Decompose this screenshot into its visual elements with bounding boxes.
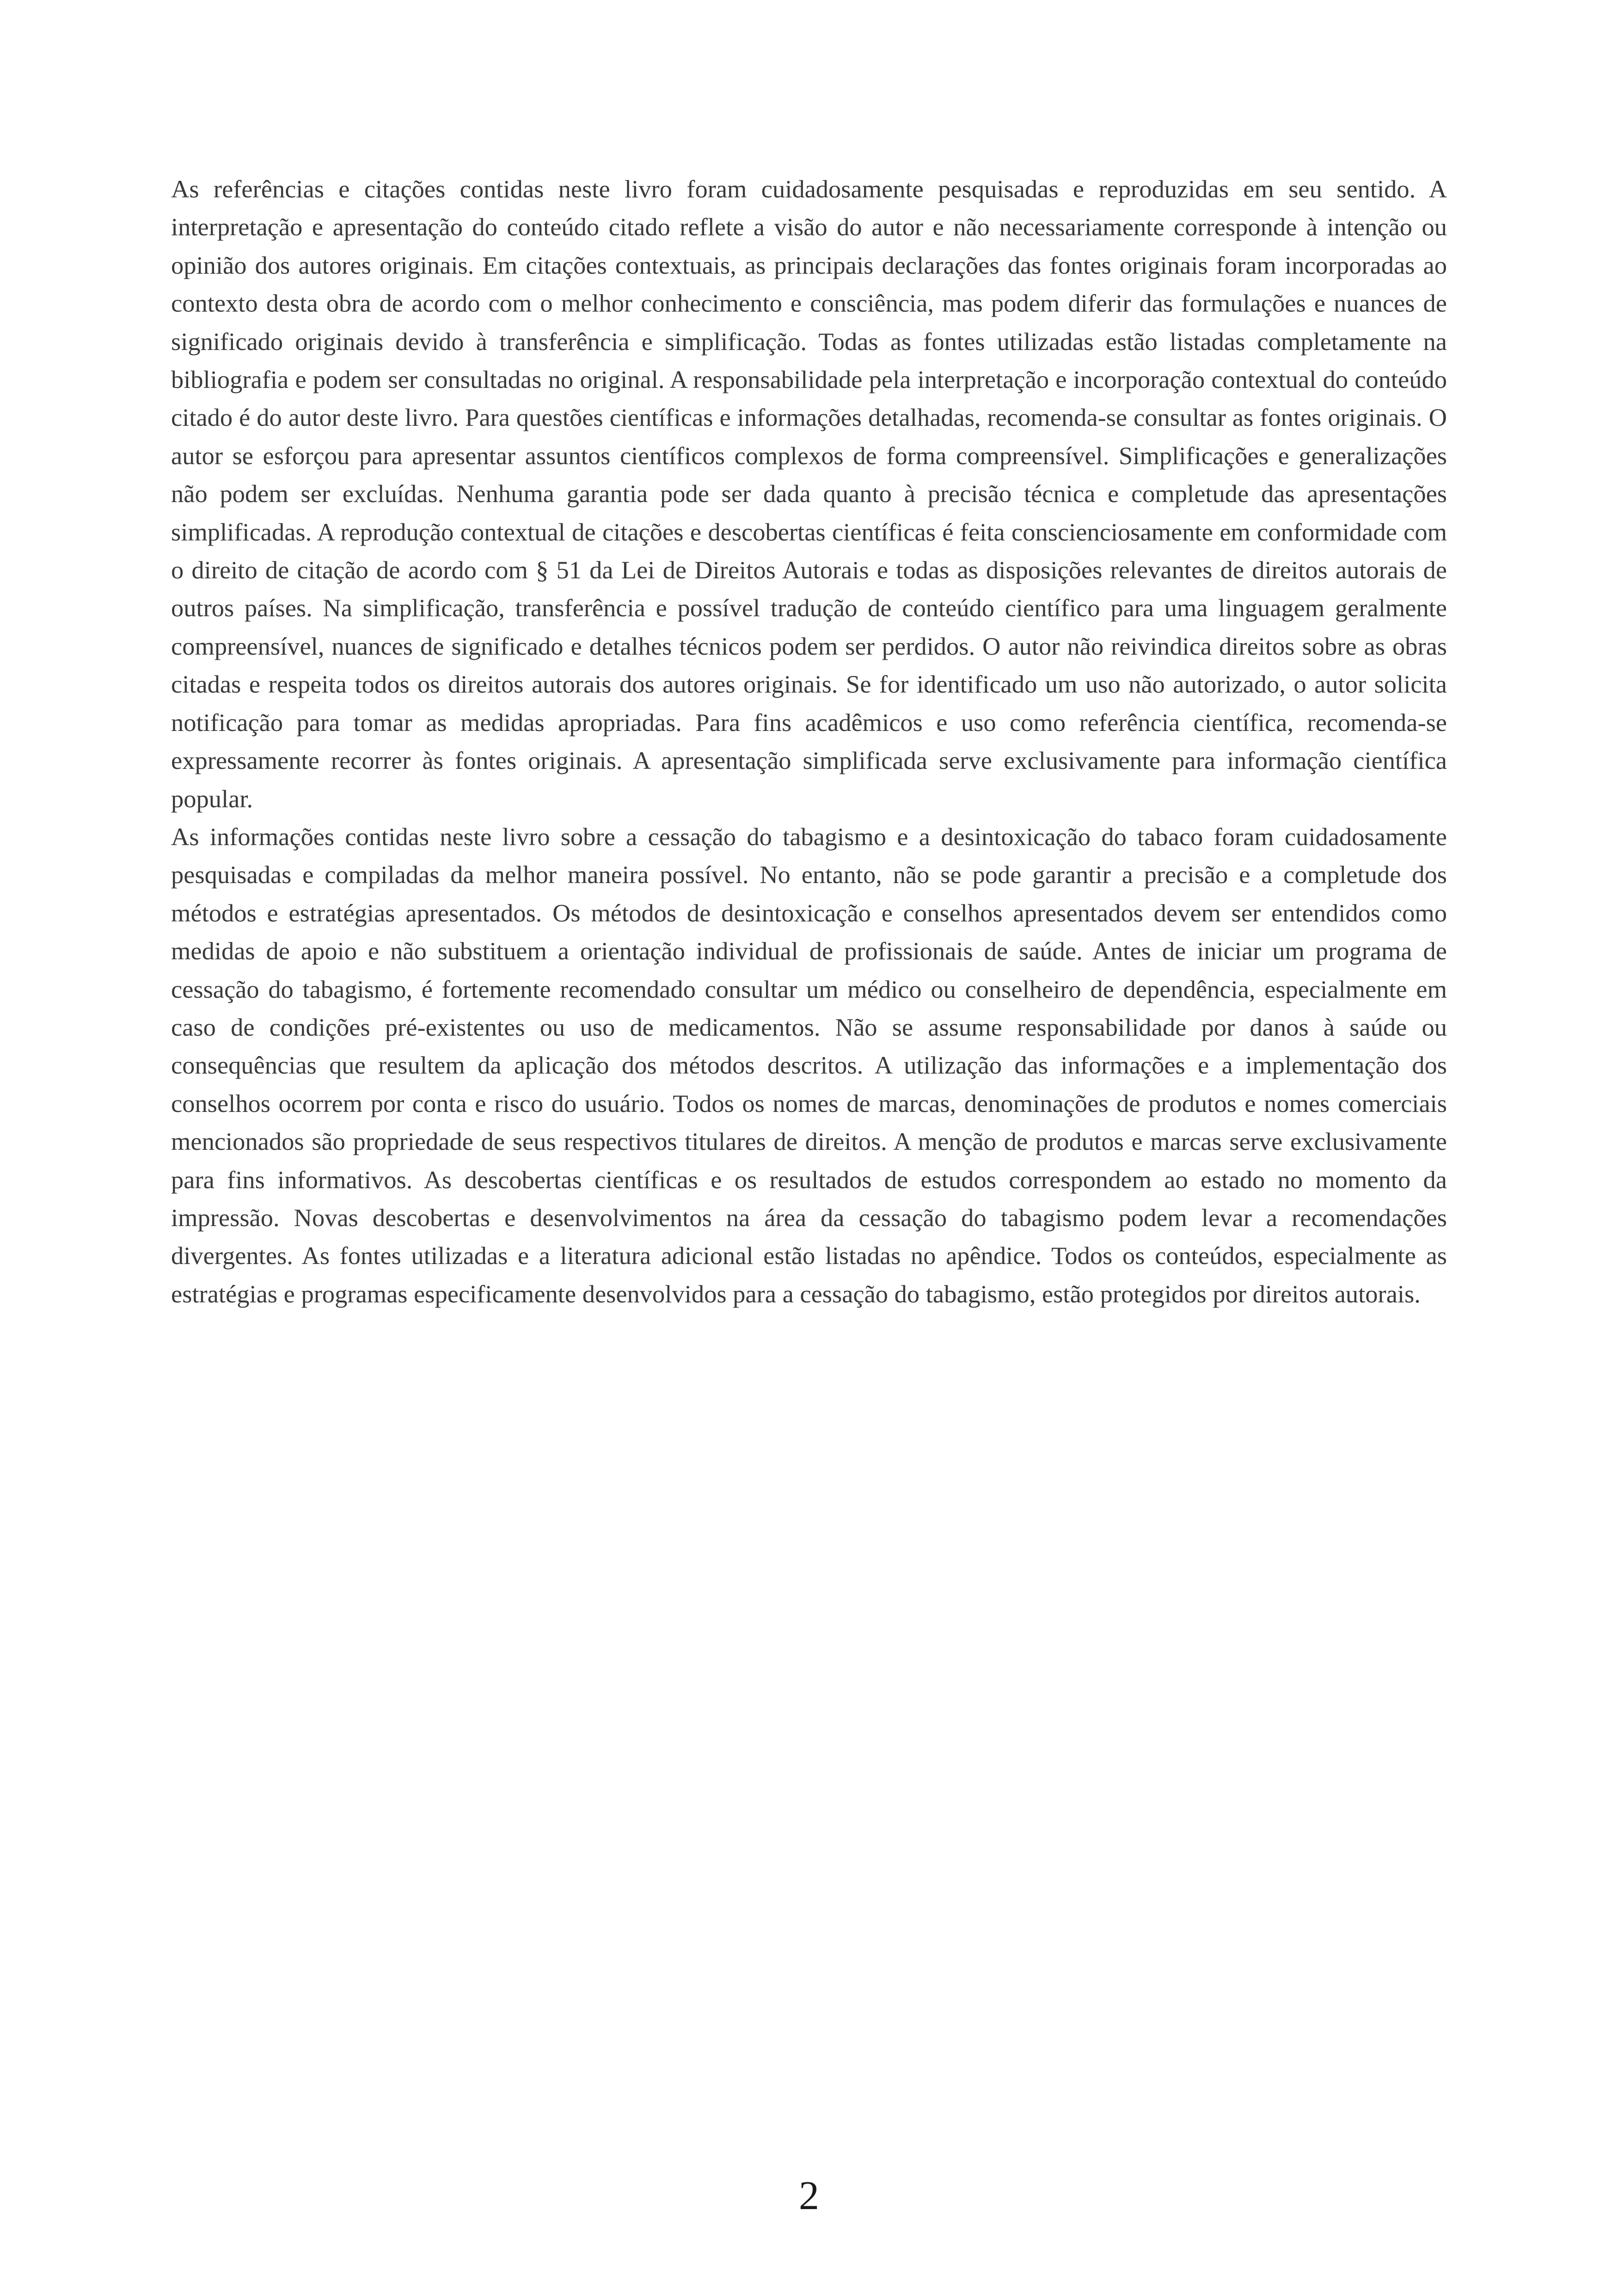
paragraph-references-disclaimer: As referências e citações contidas neste livro foram cuidadosamente pesquisadas e reproduzidas em seu sentido. A interpretação e apresentação do conteúdo citado reflete a visão do autor e não necessariamente corresponde à intenção ou opinião dos autores originais. Em citações contextuais, as principais declarações das fontes originais foram incorporadas ao contexto desta obra de acordo com o melhor conhecimento e consciência, mas podem diferir das formulações e nuances de significado originais devido à transferência e simplificação. Todas as fontes utilizadas estão listadas completamente na bibliografia e podem ser consultadas no original. A responsabilidade pela interpretação e incorporação contextual do conteúdo citado é do autor deste livro. Para questões científicas e informações detalhadas, recomenda-se consultar as fontes originais. O autor se esforçou para apresentar assuntos científicos complexos de forma compreensível. Simplificações e generalizações não podem ser excluídas. Nenhuma garantia pode ser dada quanto à precisão técnica e completude das apresentações simplificadas. A reprodução contextual de citações e descobertas científicas é feita conscienciosamente em conformidade com o direito de citação de acordo com § 51 da Lei de Direitos Autorais e todas as disposições relevantes de direitos autorais de outros países. Na simplificação, transferência e possível tradução de conteúdo científico para uma linguagem geralmente compreensível, nuances de significado e detalhes técnicos podem ser perdidos. O autor não reivindica direitos sobre as obras citadas e respeita todos os direitos autorais dos autores originais. Se for identificado um uso não autorizado, o autor solicita notificação para tomar as medidas apropriadas. Para fins acadêmicos e uso como referência científica, recomenda-se expressamente recorrer às fontes originais. A apresentação simplificada serve exclusivamente para informação científica popular. (171, 175, 1447, 813)
page-number: 2 (799, 2173, 819, 2218)
body-text (171, 170, 1447, 1313)
paragraph-health-disclaimer: As informações contidas neste livro sobre a cessação do tabagismo e a desintoxicação do tabaco foram cuidadosamente pesquisadas e compiladas da melhor maneira possível. No entanto, não se pode garantir a precisão e a completude dos métodos e estratégias apresentados. Os métodos de desintoxicação e conselhos apresentados devem ser entendidos como medidas de apoio e não substituem a orientação individual de profissionais de saúde. Antes de iniciar um programa de cessação do tabagismo, é fortemente recomendado consultar um médico ou conselheiro de dependência, especialmente em caso de condições pré-existentes ou uso de medicamentos. Não se assume responsabilidade por danos à saúde ou consequências que resultem da aplicação dos métodos descritos. A utilização das informações e a implementação dos conselhos ocorrem por conta e risco do usuário. Todos os nomes de marcas, denominações de produtos e nomes comerciais mencionados são propriedade de seus respectivos titulares de direitos. A menção de produtos e marcas serve exclusivamente para fins informativos. As descobertas científicas e os resultados de estudos correspondem ao estado no momento da impressão. Novas descobertas e desenvolvimentos na área da cessação do tabagismo podem levar a recomendações divergentes. As fontes utilizadas e a literatura adicional estão listadas no apêndice. Todos os conteúdos, especialmente as estratégias e programas especificamente desenvolvidos para a cessação do tabagismo, estão protegidos por direitos autorais. (171, 822, 1447, 1308)
